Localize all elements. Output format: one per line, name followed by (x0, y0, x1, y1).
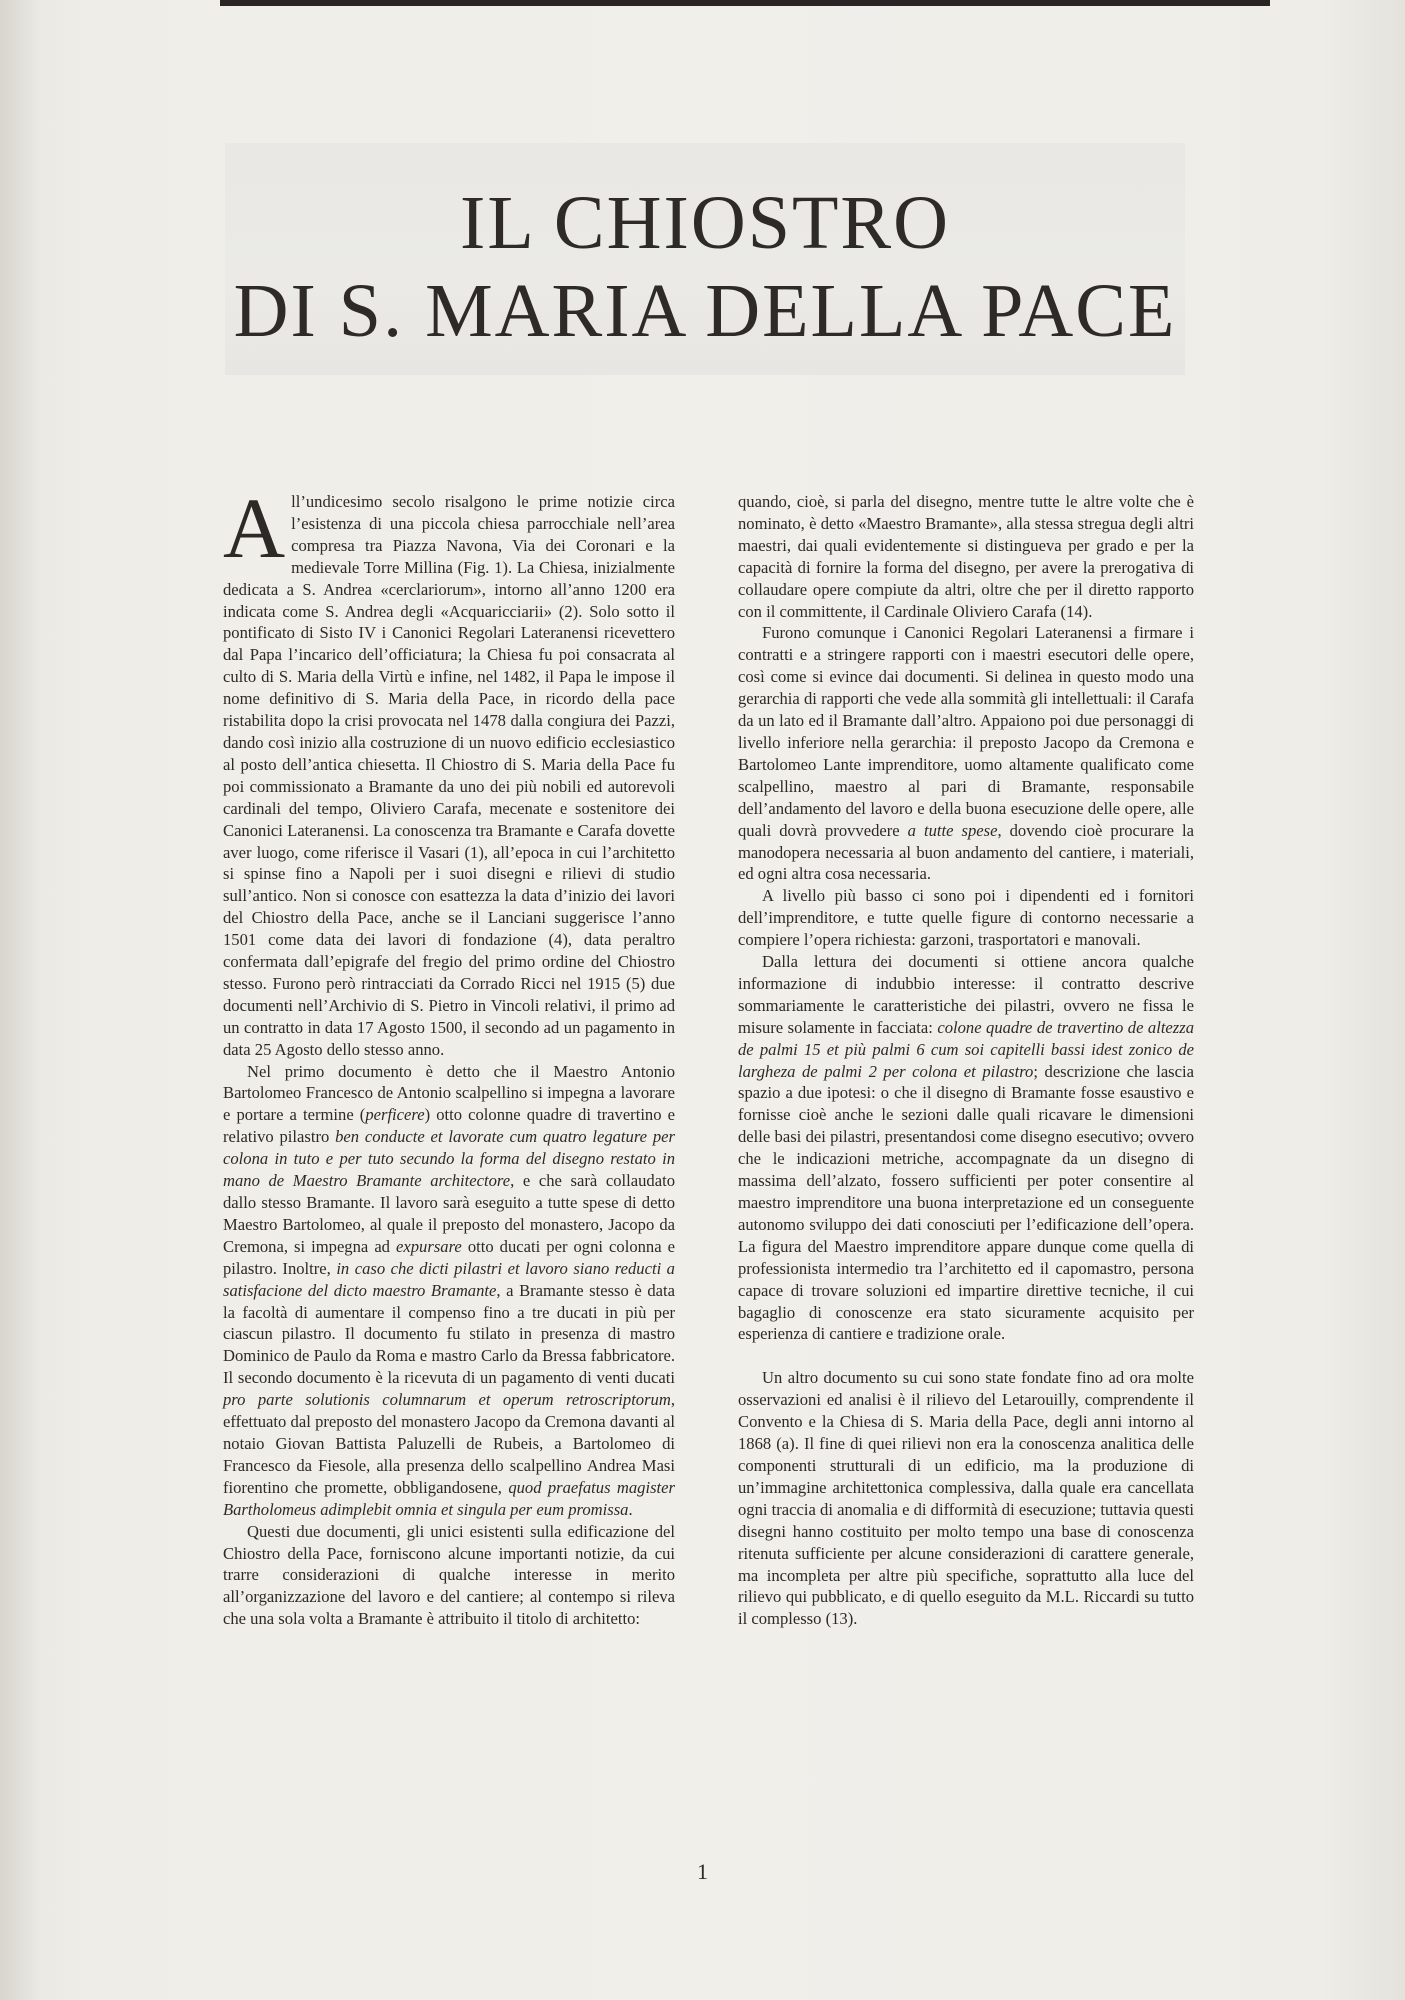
paragraph: A livello più basso ci sono poi i dipendenti ed i fornitori dell’imprenditore, e tutte quelle figure di contorno necessarie a compiere l’opera richiesta: garzoni, trasportatori e manovali. (738, 886, 1194, 950)
page-number: 1 (697, 1859, 708, 1884)
title-banner (225, 143, 1185, 375)
right-column (738, 491, 1194, 1630)
paragraph: Un altro documento su cui sono state fondate fino ad ora molte osservazioni ed analisi è il rilievo del Letarouilly, comprendente il Convento e la Chiesa di S. Maria della Pace, degli anni intorno al 1868 (a). Il fine di quei rilievi non era la conoscenza analitica delle componenti strutturali di un edificio, ma la produzione di un’immagine architettonica complessiva, dalla quale era cancellata ogni traccia di anomalia e di difformità di esecuzione; tuttavia questi disegni hanno costituito per molto tempo una base di conoscenza ritenuta sufficiente per alcune considerazioni di carattere generale, ma incompleta per altre più specifiche, soprattutto alla luce del rilievo qui pubblicato, e di quello eseguito da M.L. Riccardi su tutto il complesso (13). (738, 1368, 1194, 1629)
paragraph: Questi due documenti, gli unici esistenti sulla edificazione del Chiostro della Pace, forniscono alcune importanti notizie, da cui trarre considerazioni di qualche interesse in merito all’organizzazione del lavoro e del cantiere; al contempo si rileva che una sola volta a Bramante è attribuito il titolo di architetto: (223, 1521, 675, 1629)
drop-cap: A (223, 480, 286, 576)
paragraph: All’undicesimo secolo risalgono le prime notizie circa l’esistenza di una piccola chiesa parrocchiale nell’area compresa tra Piazza Navona, Via dei Coronari e la medievale Torre Millina (Fig. 1). La Chiesa, inizialmente dedicata a S. Andrea «cerclariorum», intorno all’anno 1200 era indicata come S. Andrea degli «Acquaricciarii» (2). Solo sotto il pontificato di Sisto IV i Canonici Regolari Lateranensi ricevettero dal Papa l’incarico dell’officiatura; la Chiesa fu poi consacrata al culto di S. Maria della Virtù e infine, nel 1482, il Papa le impose il nome definitivo di S. Maria della Pace, in ricordo della pace ristabilita dopo la crisi provocata nel 1478 dalla congiura dei Pazzi, dando così inizio alla costruzione di un nuovo edificio ecclesiastico al posto dell’antica chiesetta. Il Chiostro di S. Maria della Pace fu poi commissionato a Bramante da uno dei più nobili ed autorevoli cardinali del tempo, Oliviero Carafa, mecenate e sostenitore dei Canonici Lateranensi. La conoscenza tra Bramante e Carafa dovette aver luogo, come riferisce il Vasari (1), all’epoca in cui l’architetto si spinse fino a Napoli per i suoi disegni e rilievi di studio sull’antico. Non si conosce con esattezza la data d’inizio dei lavori del Chiostro della Pace, anche se il Lanciani suggerisce l’anno 1501 come data dei lavori di fondazione (4), data peraltro confermata dall’epigrafe del fregio del primo ordine del Chiostro stesso. Furono però rintracciati da Corrado Ricci nel 1915 (5) due documenti nell’Archivio di S. Pietro in Vincoli relativi, il primo ad un contratto in data 17 Agosto 1500, il secondo ad un pagamento in data 25 Agosto dello stesso anno. (223, 480, 675, 1059)
page-shadow (0, 0, 40, 2000)
top-edge (220, 0, 1270, 6)
paragraph: Dalla lettura dei documenti si ottiene ancora qualche informazione di indubbio interesse: il contratto descrive sommariamente le caratteristiche dei pilastri, ovvero ne fissa le misure solamente in facciata: colone quadre de travertino de altezza de palmi 15 et più palmi 6 cum soi capitelli bassi idest zonico de largheza de palmi 2 per colona et pilastro; descrizione che lascia spazio a due ipotesi: o che il disegno di Bramante fosse esaustivo e fornisse cioè anche le sezioni dalle quali ricavare le dimensioni delle basi dei pilastri, presentandosi come disegno esecutivo; ovvero che le indicazioni metriche, accompagnate da un disegno di massima dell’alzato, fossero sufficienti per poter consentire al maestro imprenditore una buona interpretazione ed un conseguente autonomo sviluppo dei dati conosciuti per l’edificazione dell’opera. La figura del Maestro imprenditore appare dunque come quella di professionista intermedio tra l’architetto ed il capomastro, persona capace di trovare soluzioni ed impartire direttive tecniche, il cui bagaglio di conoscenze era stato sicuramente acquisito per esperienza di cantiere e tradizione orale. (738, 952, 1195, 1344)
paragraph: Nel primo documento è detto che il Maestro Antonio Bartolomeo Francesco de Antonio scalpellino si impegna a lavorare e portare a termine (perficere) otto colonne quadre di travertino e relativo pilastro ben conducte et lavorate cum quatro legature per colona in tuto e per tuto secundo la forma del disegno restato in mano de Maestro Bramante architectore, e che sarà collaudato dallo stesso Bramante. Il lavoro sarà eseguito a tutte spese di detto Maestro Bartolomeo, al quale il preposto del monastero, Jacopo da Cremona, si impegna ad expursare otto ducati per ogni colonna e pilastro. Inoltre, in caso che dicti pilastri et lavoro siano reducti a satisfacione del dicto maestro Bramante, a Bramante stesso è data la facoltà di aumentare il compenso fino a tre ducati in più per ciascun pilastro. Il documento fu stilato in presenza di mastro Dominico de Paulo da Roma e mastro Carlo da Bressa fabbricatore. Il secondo documento è la ricevuta di un pagamento di venti ducati pro parte solutionis columnarum et operum retroscriptorum, effettuato dal preposto del monastero Jacopo da Cremona davanti al notaio Giovan Battista Paluzelli de Rubeis, a Bartolomeo di Francesco da Fiesole, alla presenza dello scalpellino Andrea Masi fiorentino che promette, obbligandosene, quod praefatus magister Bartholomeus adimplebit omnia et singula per eum promissa. (223, 1061, 675, 1519)
left-column (223, 480, 675, 1630)
paragraph: quando, cioè, si parla del disegno, mentre tutte le altre volte che è nominato, è detto «Maestro Bramante», alla stessa stregua degli altri maestri, dai quali evidentemente si distingueva per grado e per la capacità di fornire la forma del disegno, per avere la prerogativa di collaudare opere compiute da altri, oltre che per il diretto rapporto con il committente, il Cardinale Oliviero Carafa (14). (738, 492, 1194, 621)
title-line-1: IL CHIOSTRO (460, 181, 950, 265)
paragraph: Furono comunque i Canonici Regolari Lateranensi a firmare i contratti e a stringere rapporti con i maestri esecutori delle opere, così come si evince dai documenti. Si delinea in questo modo una gerarchia di rapporti che vede alla sommità gli intellettuali: il Carafa da un lato ed il Bramante dall’altro. Appaiono poi due personaggi di livello inferiore nella gerarchia: il preposto Jacopo da Cremona e Bartolomeo Lante imprenditore, uomo altamente qualificato come scalpellino, maestro al pari di Bramante, responsabile dell’andamento del lavoro e della buona esecuzione delle opere, alle quali dovrà provvedere a tutte spese, dovendo cioè procurare la manodopera necessaria al buon andamento del cantiere, i materiali, ed ogni altra cosa necessaria. (738, 623, 1194, 884)
title-line-2: DI S. MARIA DELLA PACE (233, 269, 1177, 353)
